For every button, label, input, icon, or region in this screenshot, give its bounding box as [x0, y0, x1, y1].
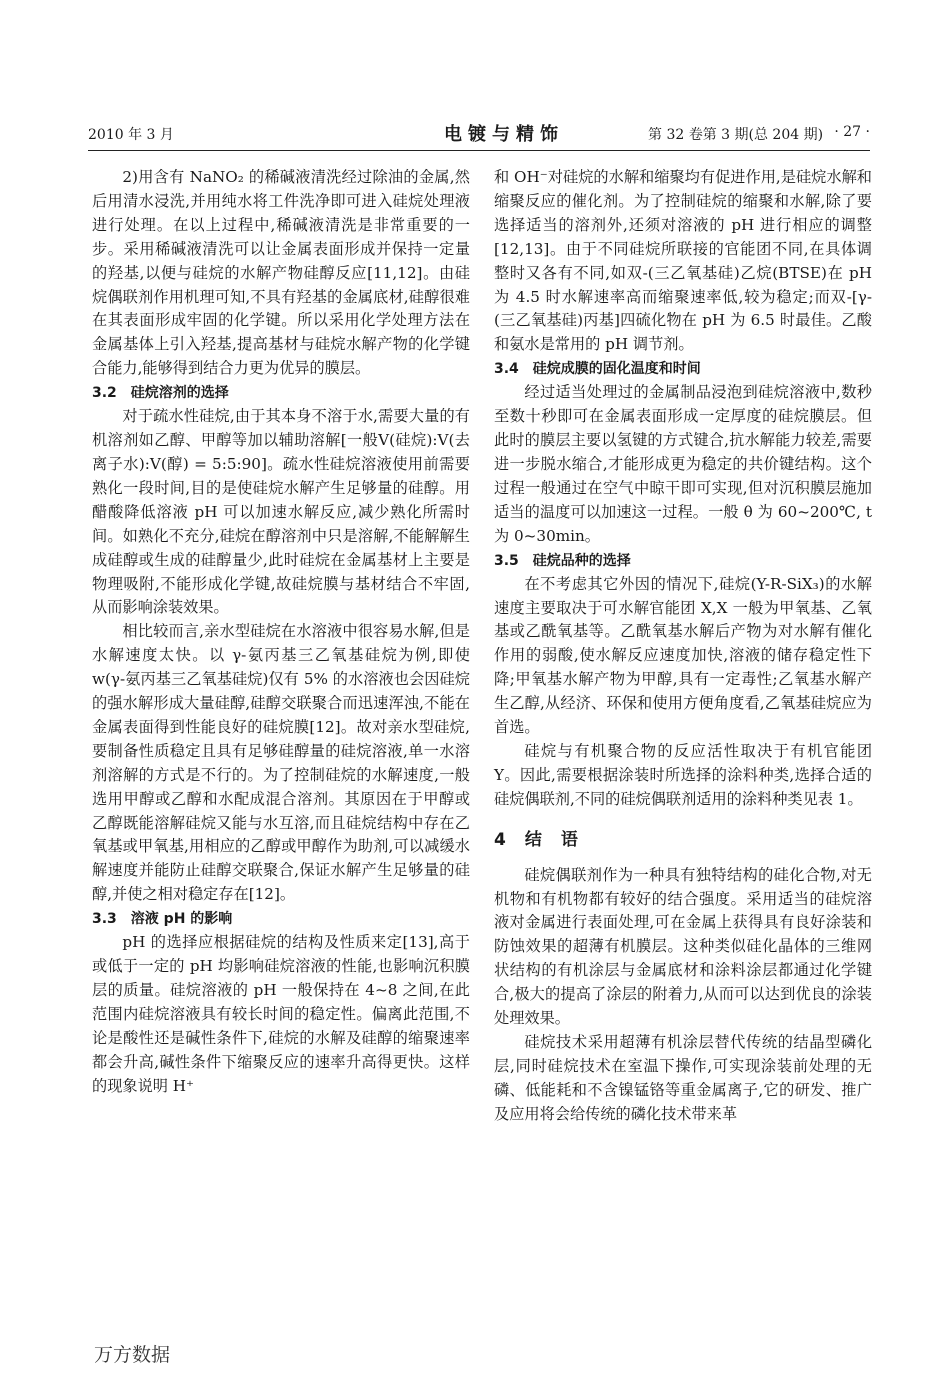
paragraph: 相比较而言,亲水型硅烷在水溶液中很容易水解,但是水解速度太快。以 γ-氨丙基三乙氧基硅烷为例,即使 w(γ-氨丙基三乙氧基硅烷)仅有 5% 的水溶液也会因硅烷的强水解形成大量硅醇,硅醇交联聚合而迅速浑浊,不能在金属表面得到性能良好的硅烷膜[12]。故对亲水型硅烷,要制备性质稳定且具有足够硅醇量的硅烷溶液,单一水溶剂溶解的方式是不行的。为了控制硅烷的水解速度,一般选用甲醇或乙醇和水配成混合溶剂。其原因在于甲醇或乙醇既能溶解硅烷又能与水互溶,而且硅烷结构中存在乙氧基或甲氧基,用相应的乙醇或甲醇作为助剂,可以减缓水解速度并能防止硅醇交联聚合,保证水解产生足够量的硅醇,并使之相对稳定存在[12]。 [92, 622, 470, 904]
paragraph: pH 的选择应根据硅烷的结构及性质来定[13],高于或低于一定的 pH 均影响硅烷溶液的性能,也影响沉积膜层的质量。硅烷溶液的 pH 一般保持在 4~8 之间,在此范围内硅烷溶液具有较长时间的稳定性。偏离此范围,不论是酸性还是碱性条件下,硅烷的水解及硅醇的缩聚速率都会升高,碱性条件下缩聚反应的速率升高得更快。这样的现象说明 H⁺ [92, 933, 470, 1095]
section-heading-3-2: 3.2 硅烷溶剂的选择 [92, 385, 229, 402]
paragraph: 硅烷技术采用超薄有机涂层替代传统的结晶型磷化层,同时硅烷技术在室温下操作,可实现涂装前处理的无磷、低能耗和不含镍锰铬等重金属离子,它的研发、推广及应用将会给传统的磷化技术带来革 [494, 1033, 872, 1123]
paragraph: 2)用含有 NaNO₂ 的稀碱液清洗经过除油的金属,然后用清水浸洗,并用纯水将工件洗净即可进入硅烷处理液进行处理。在以上过程中,稀碱液清洗是非常重要的一步。采用稀碱液清洗可以让金属表面形成并保持一定量的羟基,以便与硅烷的水解产物硅醇反应[11,12]。由硅烷偶联剂作用机理可知,不具有羟基的金属底材,硅醇很难在其表面形成牢固的化学键。所以采用化学处理方法在金属基体上引入羟基,提高基材与硅烷水解产物的化学键合能力,能够得到结合力更为优异的膜层。 [92, 168, 470, 378]
volume-issue: 第 32 卷第 3 期(总 204 期) [648, 127, 824, 143]
right-column [494, 166, 872, 1127]
section-heading-3-3: 3.3 溶液 pH 的影响 [92, 911, 233, 928]
paragraph: 和 OH⁻对硅烷的水解和缩聚均有促进作用,是硅烷水解和缩聚反应的催化剂。为了控制硅烷的缩聚和水解,除了要选择适当的溶剂外,还须对溶液的 pH 进行相应的调整[12,13]。由于不同硅烷所联接的官能团不同,在具体调整时又各有不同,如双-(三乙氧基硅)乙烷(BTSE)在 pH 为 4.5 时水解速率高而缩聚速率低,较为稳定;而双-[γ-(三乙氧基硅)丙基]四硫化物在 pH 为 6.5 时最佳。乙酸和氨水是常用的 pH 调节剂。 [494, 168, 872, 354]
paragraph: 硅烷与有机聚合物的反应活性取决于有机官能团 Y。因此,需要根据涂装时所选择的涂料种类,选择合适的硅烷偶联剂,不同的硅烷偶联剂适用的涂料种类见表 1。 [494, 741, 872, 808]
issue-date: 2010 年 3 月 [88, 127, 174, 143]
section-heading-4: 4 结 语 [494, 829, 579, 850]
paragraph: 在不考虑其它外因的情况下,硅烷(Y-R-SiX₃)的水解速度主要取决于可水解官能团 X,X 一般为甲氧基、乙氧基或乙酰氧基等。乙酰氧基水解后产物为对水解有催化作用的弱酸,使水解反应速度加快,溶液的储存稳定性下降;甲氧基水解产物为甲醇,具有一定毒性;乙氧基水解产生乙醇,从经济、环保和使用方便角度看,乙氧基硅烷应为首选。 [494, 574, 872, 737]
paragraph: 经过适当处理过的金属制品浸泡到硅烷溶液中,数秒至数十秒即可在金属表面形成一定厚度的硅烷膜层。但此时的膜层主要以氢键的方式键合,抗水解能力较差,需要进一步脱水缩合,才能形成更为稳定的共价键结构。这个过程一般通过在空气中晾干即可实现,但对沉积膜层施加适当的温度可以加速这一过程。一般 θ 为 60~200℃, t 为 0~30min。 [494, 383, 872, 545]
header-rule [88, 150, 870, 151]
section-heading-3-5: 3.5 硅烷品种的选择 [494, 552, 631, 569]
paragraph: 硅烷偶联剂作为一种具有独特结构的硅化合物,对无机物和有机物都有较好的结合强度。采用适当的硅烷溶液对金属进行表面处理,可在金属上获得具有良好涂装和防蚀效果的超薄有机膜层。这种类似硅化晶体的三维网状结构的有机涂层与金属底材和涂料涂层都通过化学键合,极大的提高了涂层的附着力,从而可以达到优良的涂装处理效果。 [494, 865, 872, 1028]
journal-title: 电镀与精饰 [444, 124, 564, 145]
section-heading-3-4: 3.4 硅烷成膜的固化温度和时间 [494, 361, 701, 378]
left-column [92, 166, 470, 1099]
paragraph: 对于疏水性硅烷,由于其本身不溶于水,需要大量的有机溶剂如乙醇、甲醇等加以辅助溶解[一般V(硅烷):V(去离子水):V(醇) = 5:5:90]。疏水性硅烷溶液使用前需要熟化一段时间,目的是使硅烷水解产生足够量的硅醇。用醋酸降低溶液 pH 可以加速水解反应,减少熟化所需时间。如熟化不充分,硅烷在醇溶剂中只是溶解,不能解解生成硅醇或生成的硅醇量少,此时硅烷在金属基材上主要是物理吸附,不能形成化学键,故硅烷膜与基材结合不牢固,从而影响涂装效果。 [92, 407, 470, 617]
page-number: · 27 · [834, 124, 870, 140]
watermark-text: 万方数据 [94, 1344, 171, 1366]
running-header [88, 118, 870, 148]
